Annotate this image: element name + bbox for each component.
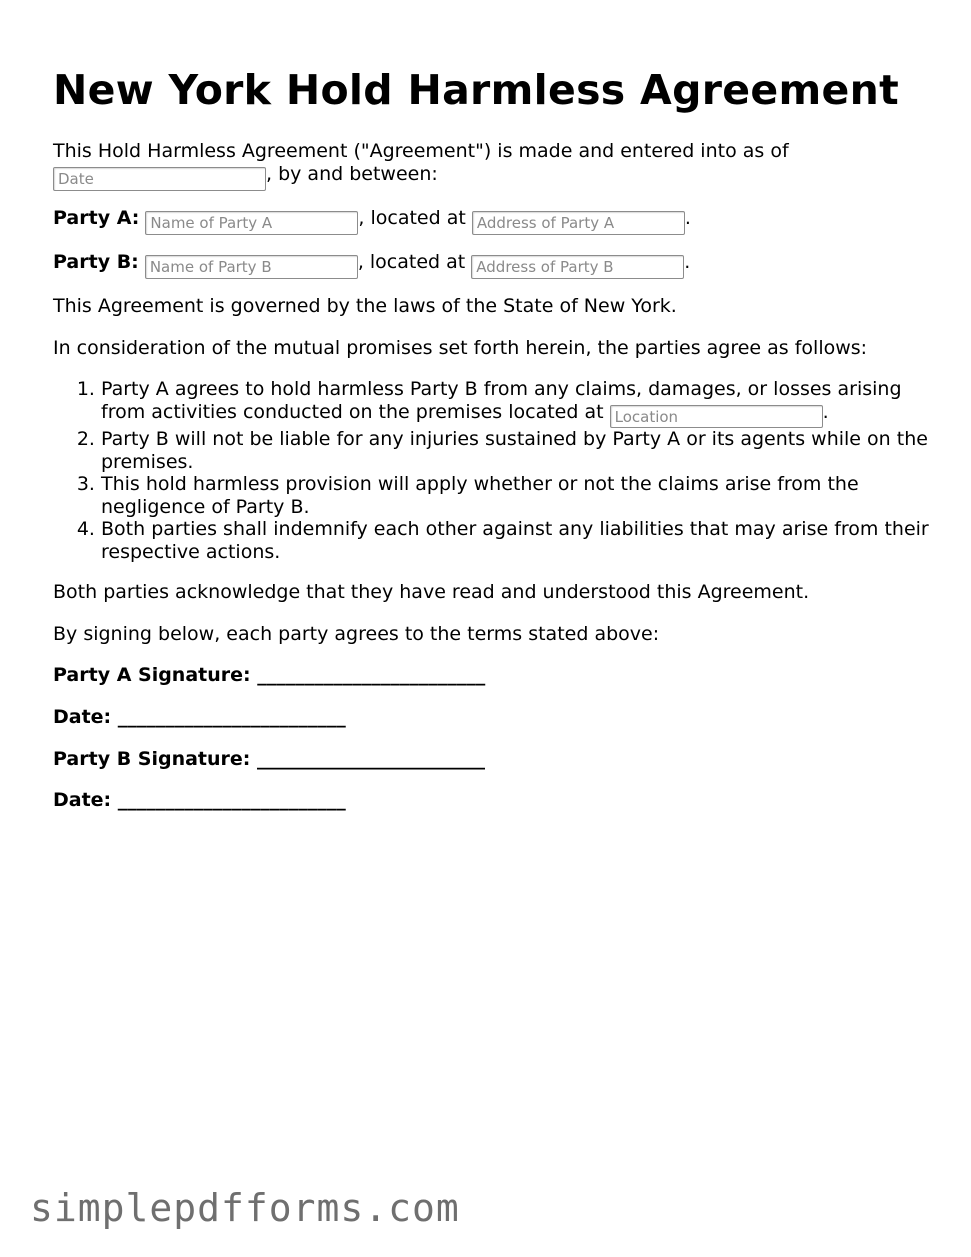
intro-paragraph <box>53 140 789 191</box>
consideration-text: In consideration of the mutual promises set forth herein, the parties agree as follows: <box>53 337 868 359</box>
party-a-label: Party A: <box>53 207 140 229</box>
location-field[interactable] <box>610 405 823 428</box>
date-field[interactable] <box>53 167 266 191</box>
term-1-end: . <box>822 400 829 423</box>
terms-list-item: 4. Both parties shall indemnify each other against any liabilities that may arise from their respective actions. <box>101 518 951 563</box>
terms-list-item: 3. This hold harmless provision will apply whether or not the claims arise from the negligence of Party B. <box>101 473 951 518</box>
party-a-end: . <box>684 207 691 229</box>
terms-list <box>53 378 951 563</box>
party-b-name-field[interactable] <box>145 255 358 279</box>
page-title: New York Hold Harmless Agreement <box>53 66 899 114</box>
watermark: simplepdfforms.com <box>30 1186 460 1230</box>
party-a-located-text: , located at <box>358 207 466 229</box>
party-b-located-text: , located at <box>357 251 466 273</box>
party-b-label: Party B: <box>53 251 139 273</box>
party-b-signature-line: Party B Signature: ________________________ <box>53 748 486 770</box>
signing-intro-text: By signing below, each party agrees to the terms stated above: <box>53 623 660 645</box>
intro-after-date: , by and between: <box>266 163 438 185</box>
party-a-line <box>53 207 691 235</box>
party-a-date-line: Date: ________________________ <box>53 706 346 728</box>
party-b-date-line: Date: ________________________ <box>53 789 346 811</box>
terms-list-item <box>101 378 951 428</box>
party-b-address-field[interactable] <box>471 255 684 279</box>
governing-law-text: This Agreement is governed by the laws of the State of New York. <box>53 295 677 317</box>
terms-list-item: 2. Party B will not be liable for any injuries sustained by Party A or its agents while on the premises. <box>101 428 951 473</box>
party-a-signature-line: Party A Signature: ________________________ <box>53 664 486 686</box>
party-b-line <box>53 251 690 279</box>
party-b-end: . <box>684 251 691 273</box>
party-a-name-field[interactable] <box>145 211 358 235</box>
acknowledge-text: Both parties acknowledge that they have read and understood this Agreement. <box>53 581 810 603</box>
party-a-address-field[interactable] <box>472 211 685 235</box>
intro-text: This Hold Harmless Agreement ("Agreement") is made and entered into as of <box>53 140 789 162</box>
term-1-text: Party A agrees to hold harmless Party B from any claims, damages, or losses arising from activities conducted on the premises located at <box>101 378 902 423</box>
